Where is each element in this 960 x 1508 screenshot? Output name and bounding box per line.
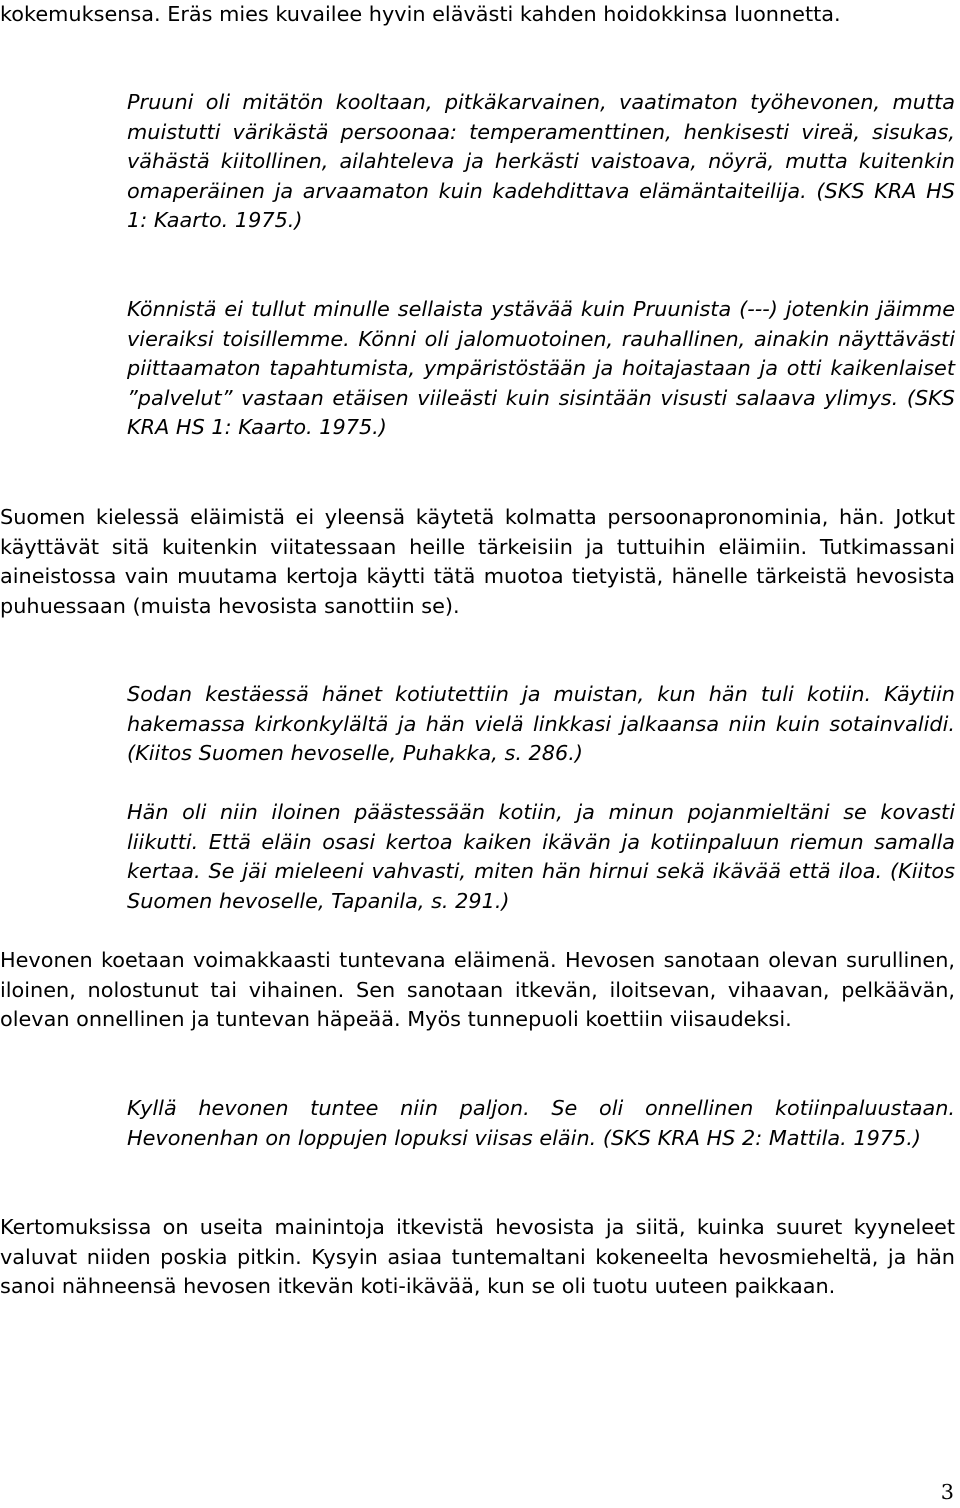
body-paragraph: Suomen kielessä eläimistä ei yleensä käytetä kolmatta persoonapronominia, hän. Jotkut käyttävät sitä kuitenkin viitatessaan heille tärkeisiin ja tuttuihin eläimiin. Tutkimassani aineistossa vain muutama kertoja käytti tätä muotoa tietyistä, hänelle tärkeistä hevosista puhuessaan (muista hevosista sanottiin se).	[0, 505, 955, 618]
block-quote: Sodan kestäessä hänet kotiutettiin ja muistan, kun hän tuli kotiin. Käytiin hakemassa kirkonkylältä ja hän vielä linkkasi jalkaansa niin kuin sotainvalidi. (Kiitos Suomen hevoselle, Puhakka, s. 286.)	[127, 682, 955, 765]
body-paragraph: Hevonen koetaan voimakkaasti tuntevana eläimenä. Hevosen sanotaan olevan surullinen, iloinen, nolostunut tai vihainen. Sen sanotaan itkevän, iloitsevan, vihaavan, pelkäävän, olevan onnellinen ja tuntevan häpeää. Myös tunnepuoli koettiin viisaudeksi.	[0, 948, 955, 1031]
block-quote: Hän oli niin iloinen päästessään kotiin, ja minun pojanmieltäni se kovasti liikutti. Että eläin osasi kertoa kaiken ikävän ja kotiinpaluun riemun samalla kertaa. Se jäi mieleeni vahvasti, miten hän hirnui sekä ikävää että iloa. (Kiitos Suomen hevoselle, Tapanila, s. 291.)	[127, 800, 955, 913]
page-number: 3	[940, 1480, 954, 1504]
block-quote: Pruuni oli mitätön kooltaan, pitkäkarvainen, vaatimaton työhevonen, mutta muistutti värikästä persoonaa: temperamenttinen, henkisesti vireä, sisukas, vähästä kiitollinen, ailahteleva ja herkästi vaistoava, nöyrä, mutta kuitenkin omaperäinen ja arvaamaton kuin kadehdittava elämäntaiteilija. (SKS KRA HS 1: Kaarto. 1975.)	[127, 90, 955, 232]
body-paragraph: kokemuksensa. Eräs mies kuvailee hyvin elävästi kahden hoidokkinsa luonnetta.	[0, 2, 841, 26]
body-paragraph: Kertomuksissa on useita mainintoja itkevistä hevosista ja siitä, kuinka suuret kyyneleet valuvat niiden poskia pitkin. Kysyin asiaa tuntemaltani kokeneelta hevosmieheltä, ja hän sanoi nähneensä hevosen itkevän koti-ikävää, kun se oli tuotu uuteen paikkaan.	[0, 1215, 955, 1298]
block-quote: Kyllä hevonen tuntee niin paljon. Se oli onnellinen kotiinpaluustaan. Hevonenhan on loppujen lopuksi viisas eläin. (SKS KRA HS 2: Mattila. 1975.)	[127, 1096, 955, 1150]
block-quote: Könnistä ei tullut minulle sellaista ystävää kuin Pruunista (---) jotenkin jäimme vieraiksi toisillemme. Könni oli jalomuotoinen, rauhallinen, ainakin näyttävästi piittaamaton tapahtumista, ympäristöstään ja hoitajastaan ja otti kaikenlaiset ”palvelut” vastaan etäisen viileästi kuin sisintään visusti salaava ylimys. (SKS KRA HS 1: Kaarto. 1975.)	[127, 297, 955, 439]
